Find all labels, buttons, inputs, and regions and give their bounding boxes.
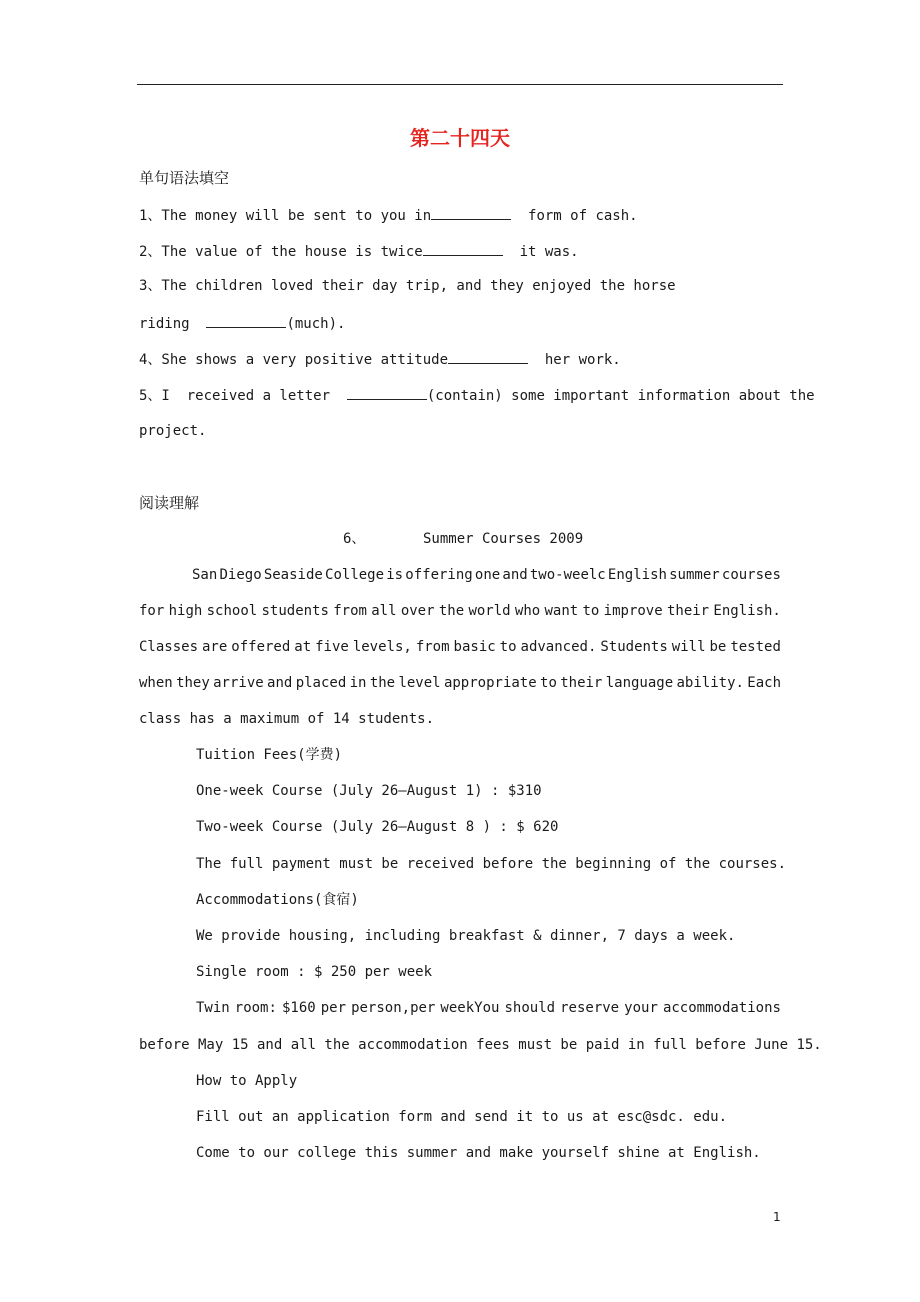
closing-line: Come to our college this summer and make yourself shine at English. — [196, 1145, 761, 1161]
question-4-tail: her work. — [528, 352, 621, 368]
question-2-text: 2、The value of the house is twice — [139, 244, 423, 260]
intro-line-5: class has a maximum of 14 students. — [139, 711, 435, 727]
intro-line-2: for high school students from all over the world who want to improve their English. — [139, 603, 781, 619]
question-1-text: 1、The money will be sent to you in — [139, 208, 432, 224]
two-week-course: Two-week Course (July 26—August 8 ) : $ 620 — [196, 819, 559, 835]
question-5 — [139, 384, 815, 406]
question-1-tail: form of cash. — [511, 208, 638, 224]
answer-blank — [448, 348, 528, 364]
question-2-tail: it was. — [502, 244, 579, 260]
intro-line-4: when they arrive and placed in the level appropriate to their language ability. Each — [139, 675, 781, 691]
one-week-course: One-week Course (July 26—August 1) : $310 — [196, 783, 542, 799]
housing-note: We provide housing, including breakfast & dinner, 7 days a week. — [196, 928, 736, 944]
question-3-tail: (much). — [286, 316, 346, 332]
intro-line-1: San Diego Seaside College is offering one and two-weelc English summer courses — [192, 567, 781, 583]
answer-blank — [423, 240, 503, 256]
apply-heading: How to Apply — [196, 1073, 298, 1089]
question-5-line-2: project. — [139, 423, 207, 439]
section-heading-grammar: 单句语法填空 — [139, 169, 230, 187]
question-4-text: 4、She shows a very positive attitude — [139, 352, 449, 368]
question-1 — [139, 204, 638, 226]
answer-blank — [347, 384, 427, 400]
passage-title: Summer Courses 2009 — [423, 531, 584, 547]
question-2 — [139, 240, 579, 262]
intro-line-3: Classes are offered at five levels, from basic to advanced. Students will be tested — [139, 639, 781, 655]
page-number: 1 — [773, 1210, 781, 1224]
twin-room-line: Twin room: $160 per person,per weekYou should reserve your accommodations — [196, 1000, 781, 1016]
question-3-text: riding — [139, 316, 207, 332]
answer-blank — [206, 312, 286, 328]
tuition-heading: Tuition Fees(学费) — [196, 747, 343, 763]
question-5-text: 5、I received a letter — [139, 388, 347, 404]
page-title: 第二十四天 — [410, 126, 510, 150]
section-heading-reading: 阅读理解 — [139, 494, 200, 512]
question-4 — [139, 348, 621, 370]
question-6-number: 6、 — [343, 531, 366, 547]
question-5-tail: (contain) some important information about the — [426, 388, 815, 404]
answer-blank — [431, 204, 511, 220]
question-3-line-1: 3、The children loved their day trip, and they enjoyed the horse — [139, 278, 676, 294]
header-rule — [137, 84, 783, 85]
payment-note: The full payment must be received before the beginning of the courses. — [196, 856, 787, 872]
question-3-line-2 — [139, 312, 345, 334]
single-room-price: Single room : $ 250 per week — [196, 964, 433, 980]
apply-instructions: Fill out an application form and send it to us at esc@sdc. edu. — [196, 1109, 728, 1125]
accommodations-heading: Accommodations(食宿) — [196, 892, 359, 908]
reservation-deadline: before May 15 and all the accommodation fees must be paid in full before June 15. — [139, 1037, 822, 1053]
